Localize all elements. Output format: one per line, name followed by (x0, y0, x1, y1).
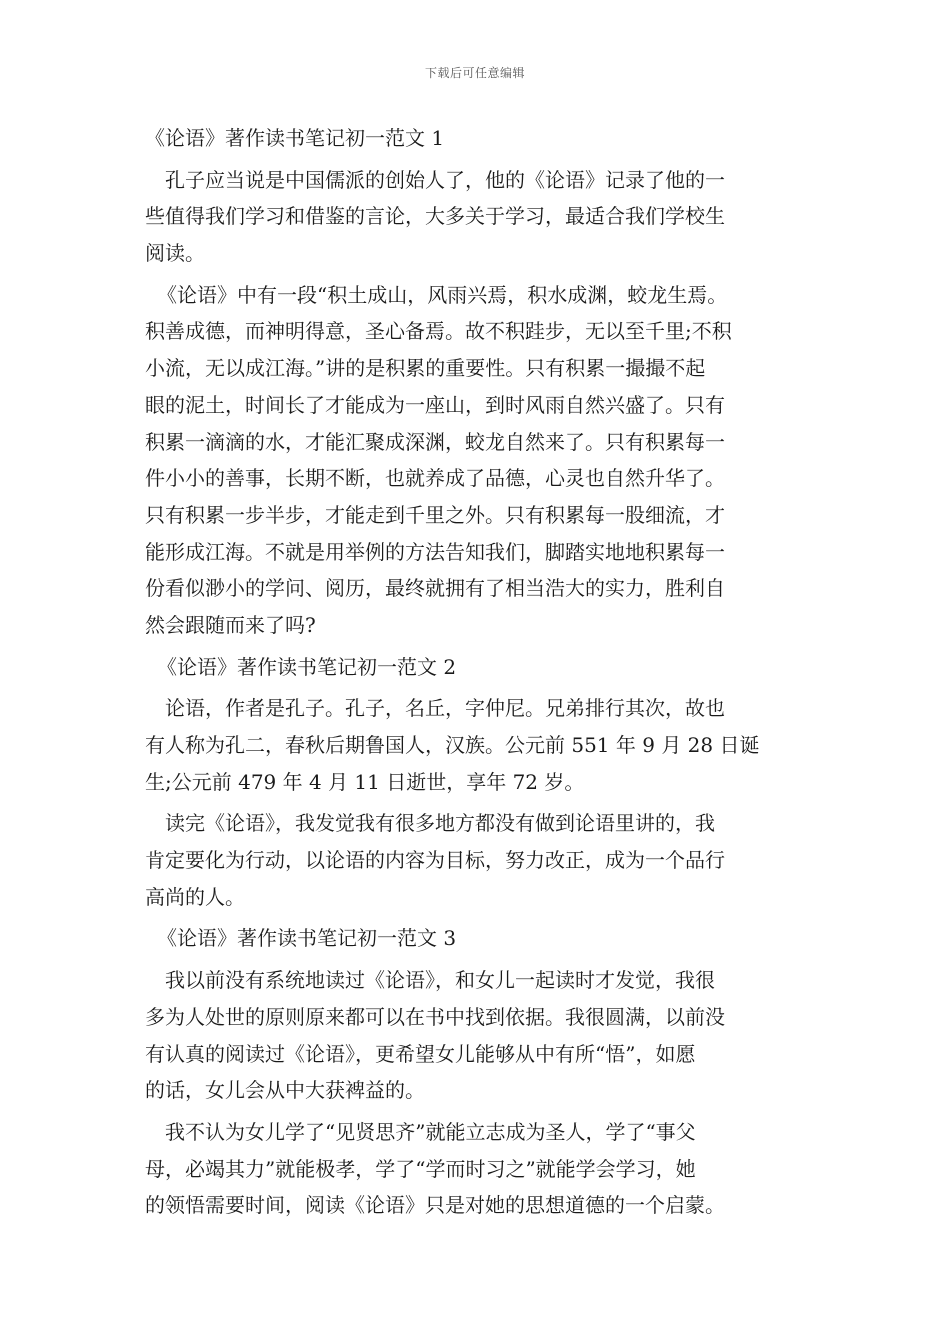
paragraph-line: 母，必竭其力”就能极孝，学了“学而时习之”就能学会学习，她 (145, 1156, 696, 1181)
paragraph-line: 积善成德，而神明得意，圣心备焉。故不积跬步，无以至千里;不积 (145, 319, 732, 344)
paragraph-line: 我以前没有系统地读过《论语》，和女儿一起读时才发觉，我很 (165, 968, 715, 993)
page-header: 下载后可任意编辑 (424, 66, 525, 80)
paragraph-line: 《论语》中有一段“积土成山，风雨兴焉，积水成渊，蛟龙生焉。 (157, 282, 728, 307)
paragraph-line: 只有积累一步半步，才能走到千里之外。只有积累每一股细流，才 (145, 502, 725, 527)
paragraph-line: 有认真的阅读过《论语》，更希望女儿能够从中有所“悟”，如愿 (145, 1041, 696, 1066)
section-title: 《论语》著作读书笔记初一范文 3 (157, 926, 457, 951)
paragraph-line: 的领悟需要时间，阅读《论语》只是对她的思想道德的一个启蒙。 (145, 1193, 725, 1218)
paragraph-line: 件小小的善事，长期不断，也就养成了品德，心灵也自然升华了。 (145, 466, 725, 491)
paragraph-line: 孔子应当说是中国儒派的创始人了，他的《论语》记录了他的一 (165, 167, 725, 192)
section-title: 《论语》著作读书笔记初一范文 1 (145, 126, 445, 150)
paragraph-line: 肯定要化为行动，以论语的内容为目标，努力改正，成为一个品行 (145, 848, 725, 873)
paragraph-line: 份看似渺小的学问、阅历，最终就拥有了相当浩大的实力，胜利自 (145, 576, 725, 601)
paragraph-line: 阅读。 (145, 241, 205, 266)
paragraph-line: 的话，女儿会从中大获裨益的。 (145, 1078, 425, 1103)
paragraph-line: 积累一滴滴的水，才能汇聚成深渊，蛟龙自然来了。只有积累每一 (145, 429, 725, 454)
paragraph-line: 高尚的人。 (145, 884, 245, 909)
paragraph-line: 生;公元前 479 年 4 月 11 日逝世，享年 72 岁。 (145, 769, 585, 794)
paragraph-line: 些值得我们学习和借鉴的言论，大多关于学习，最适合我们学校生 (145, 204, 725, 229)
paragraph-line: 有人称为孔二，春秋后期鲁国人，汉族。公元前 551 年 9 月 28 日诞 (145, 733, 760, 757)
paragraph-line: 然会跟随而来了吗? (145, 612, 316, 637)
paragraph-line: 能形成江海。不就是用举例的方法告知我们，脚踏实地地积累每一 (145, 539, 725, 564)
paragraph-line: 眼的泥土，时间长了才能成为一座山，到时风雨自然兴盛了。只有 (145, 392, 725, 417)
paragraph-line: 我不认为女儿学了“见贤思齐”就能立志成为圣人，学了“事父 (165, 1119, 696, 1144)
document-body (145, 120, 817, 1224)
paragraph-line: 读完《论语》，我发觉我有很多地方都没有做到论语里讲的，我 (165, 811, 715, 836)
paragraph-line: 论语，作者是孔子。孔子，名丘，字仲尼。兄弟排行其次，故也 (165, 696, 725, 721)
section-title: 《论语》著作读书笔记初一范文 2 (157, 654, 457, 679)
paragraph-line: 小流，无以成江海。”讲的是积累的重要性。只有积累一撮撮不起 (145, 356, 706, 381)
paragraph-line: 多为人处世的原则原来都可以在书中找到依据。我很圆满，以前没 (145, 1004, 725, 1029)
